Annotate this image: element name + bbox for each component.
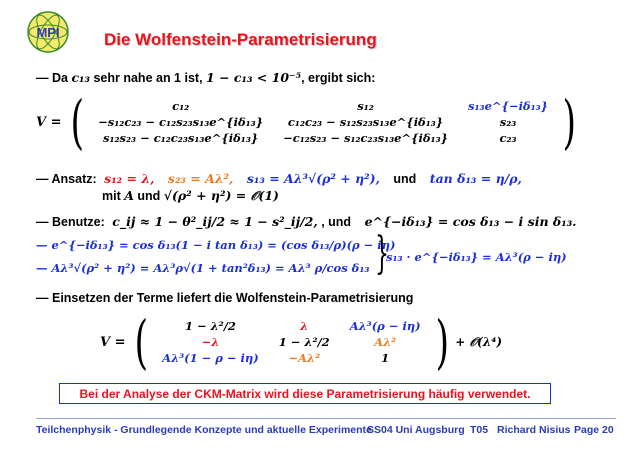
ansatz-s12: s₁₂ = λ, <box>104 171 155 186</box>
ansatz-line2-var: A <box>124 188 134 203</box>
right-brace: } <box>375 228 389 279</box>
left-paren: ( <box>70 88 84 156</box>
wolfenstein-cell: −Aλ² <box>288 351 321 365</box>
dash: — <box>36 71 49 85</box>
wolfenstein-cell: 1 − λ²/2 <box>278 335 330 349</box>
benutze-expr2: e^{−iδ₁₃} = cos δ₁₃ − i sin δ₁₃. <box>364 214 577 229</box>
mpi-logo <box>26 10 70 54</box>
intro-pre: Da <box>51 71 72 85</box>
footer-rule <box>36 418 616 419</box>
ckm-cell: −c₁₂s₂₃ − s₁₂c₂₃s₁₃e^{iδ₁₃} <box>283 131 449 145</box>
ansatz-label: Ansatz: <box>51 172 97 186</box>
wolfenstein-suffix: + 𝒪(λ⁴) <box>455 334 503 349</box>
ckm-matrix-table <box>88 98 558 146</box>
footer-code: T05 <box>470 424 489 436</box>
ckm-cell: s₁₃e^{−iδ₁₃} <box>468 99 549 113</box>
note-box <box>59 383 551 404</box>
footer-author: Richard Nisius <box>497 424 571 436</box>
wolfenstein-cell: −λ <box>201 335 220 349</box>
ansatz-line2-pre: mit <box>102 189 125 203</box>
ckm-cell: c₁₂ <box>172 99 190 113</box>
ckm-cell: s₁₂ <box>357 99 374 113</box>
right-paren: ) <box>562 88 577 156</box>
ckm-row <box>88 98 558 114</box>
wolfenstein-matrix-block <box>100 308 503 376</box>
ckm-row <box>88 114 558 130</box>
ckm-row <box>88 130 558 146</box>
footer-course: Teilchenphysik - Grundlegende Konzepte und aktuelle Experimente <box>36 424 372 436</box>
intro-line <box>36 70 375 85</box>
ansatz-line2 <box>102 188 279 204</box>
dash: — <box>36 215 49 229</box>
ansatz-tan: tan δ₁₃ = η/ρ, <box>429 171 522 186</box>
ckm-cell: s₂₃ <box>499 115 517 129</box>
ckm-matrix-block <box>36 88 581 156</box>
wolfenstein-row <box>152 350 430 366</box>
derivation-result: s₁₃ · e^{−iδ₁₃} = Aλ³(ρ − iη) <box>386 250 567 264</box>
wolfenstein-row <box>152 318 430 334</box>
ansatz-s23: s₂₃ = Aλ², <box>167 171 234 186</box>
intro-mid: sehr nahe an 1 ist, <box>90 71 207 85</box>
footer-term: SS04 Uni Augsburg <box>367 424 465 436</box>
intro-var: c₁₃ <box>71 70 90 85</box>
wolfenstein-cell: Aλ³(ρ − iη) <box>349 319 421 333</box>
derivation-line2: — Aλ³√(ρ² + η²) = Aλ³ρ√(1 + tan²δ₁₃) = Aλ³ ρ/cos δ₁₃ <box>36 261 370 275</box>
wolfenstein-matrix-table <box>152 318 430 366</box>
dash: — <box>36 172 49 186</box>
ckm-lhs: V = <box>36 114 62 130</box>
page-title: Die Wolfenstein-Parametrisierung <box>104 30 377 49</box>
ckm-cell: −s₁₂c₂₃ − c₁₂s₂₃s₁₃e^{iδ₁₃} <box>98 115 264 129</box>
left-paren: ( <box>134 308 148 376</box>
wolfenstein-cell: Aλ³(1 − ρ − iη) <box>162 351 259 365</box>
right-paren: ) <box>435 308 449 376</box>
ansatz-line2-und: und <box>133 189 164 203</box>
wolfenstein-cell: 1 − λ²/2 <box>184 319 236 333</box>
logo-text: MPI <box>36 25 60 40</box>
ansatz-und: und <box>393 172 417 186</box>
intro-post: , ergibt sich: <box>301 71 376 85</box>
item4-text: Einsetzen der Terme liefert die Wolfenstein-Parametrisierung <box>51 291 414 305</box>
wolfenstein-cell: 1 <box>381 351 390 365</box>
benutze-und: , und <box>321 215 352 229</box>
dash: — <box>36 291 49 305</box>
ckm-cell: s₁₂s₂₃ − c₁₂c₂₃s₁₃e^{iδ₁₃} <box>102 131 259 145</box>
wolfenstein-cell: λ <box>300 319 309 333</box>
wolfenstein-lhs: V = <box>100 334 126 350</box>
footer-page: Page 20 <box>574 424 614 436</box>
ckm-cell: c₂₃ <box>499 131 517 145</box>
wolfenstein-cell: Aλ² <box>374 335 397 349</box>
ansatz-line <box>36 171 522 186</box>
benutze-expr1: c_ij ≈ 1 − θ²_ij/2 ≈ 1 − s²_ij/2, <box>112 214 318 229</box>
ansatz-line2-expr: √(ρ² + η²) = 𝒪(1) <box>163 188 279 203</box>
wolfenstein-row <box>152 334 430 350</box>
derivation-line1: — e^{−iδ₁₃} = cos δ₁₃(1 − i tan δ₁₃) = (cos δ₁₃/ρ)(ρ − iη) <box>36 238 396 252</box>
ckm-cell: c₁₂c₂₃ − s₁₂s₂₃s₁₃e^{iδ₁₃} <box>287 115 444 129</box>
ansatz-s13: s₁₃ = Aλ³√(ρ² + η²), <box>246 171 380 186</box>
intro-expr: 1 − c₁₃ < 10⁻⁵ <box>206 70 302 85</box>
benutze-label: Benutze: <box>51 215 105 229</box>
item4-line <box>36 291 413 305</box>
note-text: Bei der Analyse der CKM-Matrix wird diese Parametrisierung häufig verwendet. <box>79 386 531 401</box>
benutze-line <box>36 214 577 229</box>
